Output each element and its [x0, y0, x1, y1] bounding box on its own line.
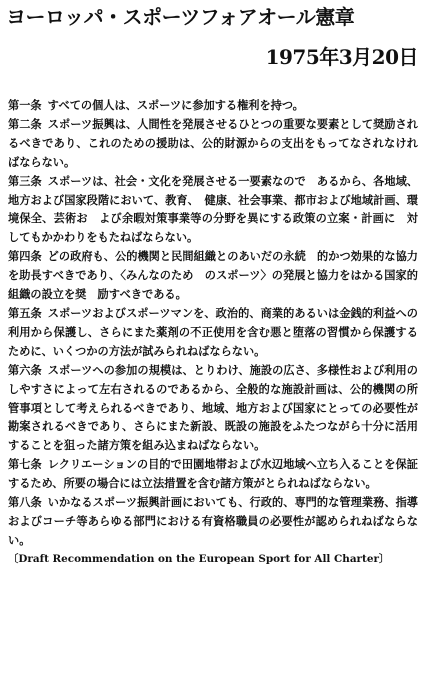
article-heading: 第八条: [8, 495, 42, 510]
article-heading: 第七条: [8, 457, 42, 472]
document-title: ヨーロッパ・スポーツフォアオール憲章: [6, 5, 355, 29]
charter-body: [8, 96, 418, 569]
article-text: すべての個人は、スポーツに参加する権利を持つ。: [47, 98, 304, 112]
article-text: いかなるスポーツ振興計画においても、行政的、専門的な管理業務、指導およびコーチ等あらゆる部門における有資格職員の必要性が認められねばならない。: [8, 495, 418, 547]
document-date: 1975年3月20日: [265, 45, 418, 69]
article-text: どの政府も、公的機関と民間組織とのあいだの永続 的かつ効果的な協力を助長すべきであり、〈みんなのため のスポーツ〉の発展と協力をはかる国家的組織の設立を奨 励すべきである。: [8, 249, 418, 302]
article-heading: 第四条: [8, 249, 42, 264]
article-1: [8, 96, 418, 115]
article-heading: 第二条: [8, 116, 42, 131]
article-text: スポーツは、社会・文化を発展させる一要素なので あるから、各地域、地方および国家段階において、教育、 健康、社会事業、都市および地域計画、環境保全、芸術お よび余暇対策事業等の分野を異にする政策の立案・計画に 対してもかかわりをもたねばならない。: [8, 173, 418, 245]
article-4: [8, 247, 418, 304]
article-3: [8, 172, 418, 248]
article-heading: 第六条: [8, 362, 42, 377]
article-text: レクリエーションの目的で田園地帯および水辺地域へ立ち入ることを保証するため、所要の場合には立法措置を含む諸方策がとられねばならない。: [8, 457, 418, 491]
article-heading: 第三条: [8, 173, 42, 188]
article-heading: 第五条: [8, 305, 42, 320]
article-heading: 第一条: [8, 98, 42, 112]
article-5: [8, 304, 418, 361]
article-text: スポーツおよびスポーツマンを、政治的、商業的あるいは金銭的利益への利用から保護し、さらにまた薬剤の不正使用を含む悪と堕落の習慣から保護するために、いくつかの方法が試みられねばならない。: [8, 305, 418, 358]
article-6: [8, 361, 418, 456]
article-2: [8, 115, 418, 172]
article-text: スポーツへの参加の規模は、とりわけ、施設の広さ、多様性および利用のしやすさによって左右されるのであるから、全般的な施設計画は、公的機関の所管事項として考えられるべきであり、地域、地方および国家にとっての必要性が勘案されるべきであり、さらにまた新設、既設の施設をふたつながら十分に活用することを狙った諸方策を組み込まねばならない。: [8, 362, 418, 453]
article-7: [8, 455, 418, 493]
article-text: スポーツ振興は、人間性を発展させるひとつの重要な要素として奨励されるべきであり、これのための援助は、公的財源からの支出をもってなされなければならない。: [8, 116, 418, 169]
article-8: [8, 493, 418, 550]
source-note: 〔Draft Recommendation on the European Sport for All Charter〕: [8, 552, 390, 565]
